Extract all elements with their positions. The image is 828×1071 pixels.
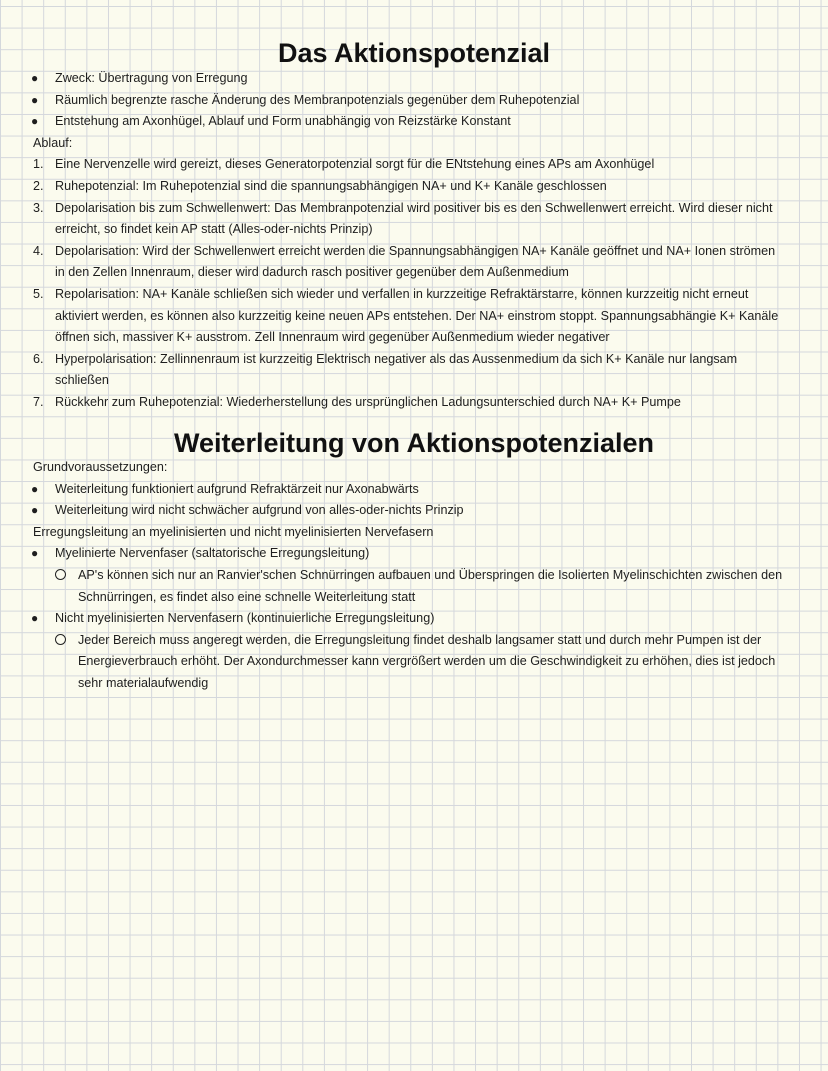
erregung-label: Erregungsleitung an myelinisierten und nicht myelinisierten Nervefasern	[33, 524, 434, 539]
step-number: 5.	[33, 286, 44, 301]
bullet-dot-icon: ●	[31, 92, 39, 107]
bullet-item	[0, 479, 828, 501]
step-text: Depolarisation bis zum Schwellenwert: Das Membranpotenzial wird positiver bis es den Schwellenwert erreicht. Wird dieser nicht erreicht, so findet kein AP statt (Alles-oder-nichts Prinzip)	[55, 200, 773, 237]
ablauf-label: Ablauf:	[33, 135, 73, 150]
sub-bullet-text: Jeder Bereich muss angeregt werden, die Erregungsleitung findet deshalb langsamer statt und durch mehr Pumpen ist der Energieverbrauch erhöht. Der Axondurchmesser kann vergrößert werden um die Geschwindigkeit zu erhöhen, dies ist jedoch sehr materialaufwendig	[78, 632, 776, 690]
bullet-text: Myelinierte Nervenfaser (saltatorische Erregungsleitung)	[55, 546, 370, 561]
bullet-item	[0, 90, 828, 112]
section-aktionspotenzial	[0, 68, 828, 414]
bullet-dot-icon: ●	[31, 71, 39, 85]
bullet-text: Nicht myelinisierten Nervenfasern (kontinuierliche Erregungsleitung)	[55, 611, 435, 626]
bullet-item	[0, 68, 828, 90]
step-number: 4.	[33, 243, 44, 258]
bullet-dot-icon: ●	[31, 481, 39, 496]
bullet-text: Zweck: Übertragung von Erregung	[55, 71, 248, 85]
circle-bullet-icon	[55, 630, 75, 652]
bullet-dot-icon: ●	[31, 611, 39, 626]
step-item	[0, 349, 828, 392]
grund-label: Grundvoraussetzungen:	[33, 460, 168, 474]
section-title-aktionspotenzial: Das Aktionspotenzial	[277, 38, 551, 68]
step-text: Ruhepotenzial: Im Ruhepotenzial sind die spannungsabhängigen NA+ und K+ Kanäle geschlossen	[55, 178, 607, 193]
section-weiterleitung	[0, 457, 828, 695]
step-item	[0, 176, 828, 198]
bullet-text: Räumlich begrenzte rasche Änderung des Membranpotenzials gegenüber dem Ruhepotenzial	[55, 92, 580, 107]
sub-bullet-item	[0, 565, 828, 608]
bullet-dot-icon: ●	[31, 503, 39, 518]
step-number: 7.	[33, 394, 44, 409]
step-item	[0, 284, 828, 349]
step-number: 3.	[33, 200, 44, 215]
step-number: 1.	[33, 157, 44, 172]
step-text: Repolarisation: NA+ Kanäle schließen sich wieder und verfallen in kurzzeitige Refraktärstarre, können kurzzeitig nicht erneut aktiviert werden, es können also kurzzeitig keine neuen APs entstehen. Der NA+ einstrom stoppt. Spannungsabhängie K+ Kanäle öffnen sich, massiver K+ ausstrom. Zell Innenraum wird gegenüber Außenmedium wieder negativer	[55, 286, 779, 345]
bullet-text: Entstehung am Axonhügel, Ablauf und Form unabhängig von Reizstärke Konstant	[55, 114, 511, 129]
step-number: 2.	[33, 178, 44, 193]
bullet-item	[0, 543, 828, 565]
step-text: Rückkehr zum Ruhepotenzial: Wiederherstellung des ursprünglichen Ladungsunterschied durch NA+ K+ Pumpe	[55, 394, 681, 409]
bullet-item	[0, 500, 828, 522]
bullet-item	[0, 111, 828, 133]
sub-bullet-text: AP's können sich nur an Ranvier'schen Schnürringen aufbauen und Überspringen die Isolierten Myelinschichten zwischen den Schnürringen, es findet also eine schnelle Weiterleitung statt	[78, 567, 783, 604]
step-text: Eine Nervenzelle wird gereizt, dieses Generatorpotenzial sorgt für die ENtstehung eines APs am Axonhügel	[55, 157, 655, 172]
sub-bullet-item	[0, 630, 828, 695]
step-item	[0, 154, 828, 176]
bullet-item	[0, 608, 828, 630]
bullet-text: Weiterleitung wird nicht schwächer aufgrund von alles-oder-nichts Prinzip	[55, 503, 464, 518]
step-item	[0, 198, 828, 241]
step-item	[0, 392, 828, 414]
step-text: Hyperpolarisation: Zellinnenraum ist kurzzeitig Elektrisch negativer als das Aussenmedium da sich K+ Kanäle nur langsam schließen	[55, 351, 738, 388]
bullet-dot-icon: ●	[31, 546, 39, 561]
circle-bullet-icon	[55, 565, 75, 587]
step-text: Depolarisation: Wird der Schwellenwert erreicht werden die Spannungsabhängigen NA+ Kanäle geöffnet und NA+ Ionen strömen in den Zellen Innenraum, dieser wird dadurch rasch positiver gegenüber dem Außenmedium	[55, 243, 776, 280]
bullet-dot-icon: ●	[31, 114, 39, 129]
bullet-text: Weiterleitung funktioniert aufgrund Refraktärzeit nur Axonabwärts	[55, 481, 419, 496]
step-number: 6.	[33, 351, 44, 366]
section-title-weiterleitung: Weiterleitung von Aktionspotenzialen	[173, 428, 655, 458]
step-item	[0, 241, 828, 284]
